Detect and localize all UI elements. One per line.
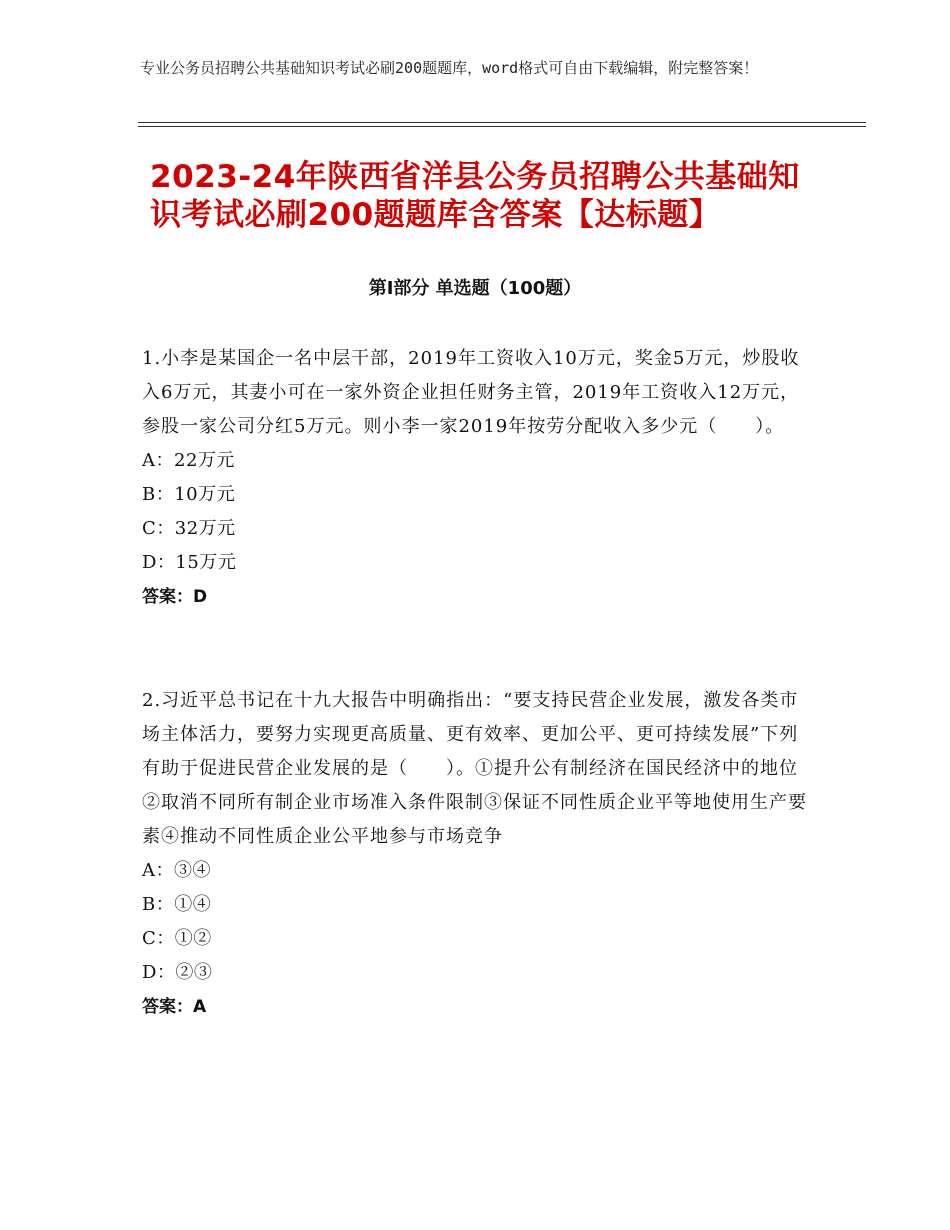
question-stem: 1.小李是某国企一名中层干部，2019年工资收入10万元，奖金5万元，炒股收入6万元，其妻小可在一家外资企业担任财务主管，2019年工资收入12万元，参股一家公司分红5万元。则小李一家2019年按劳分配收入多少元（ ）。	[142, 348, 800, 437]
header-divider-top	[138, 122, 866, 123]
option-b: B：①④	[142, 894, 212, 915]
option-c: C：①②	[142, 928, 212, 949]
header-divider-bottom	[138, 126, 866, 127]
question-item	[142, 684, 812, 1024]
option-b: B：10万元	[142, 484, 236, 505]
document-title: 2023-24年陕西省洋县公务员招聘公共基础知识考试必刷200题题库含答案【达标题】	[150, 159, 800, 233]
option-d: D：15万元	[142, 552, 237, 573]
question-stem: 2.习近平总书记在十九大报告中明确指出：“要支持民营企业发展，激发各类市场主体活力，要努力实现更高质量、更有效率、更加公平、更可持续发展”下列有助于促进民营企业发展的是（ ）。①提升公有制经济在国民经济中的地位②取消不同所有制企业市场准入条件限制③保证不同性质企业平等地使用生产要素④推动不同性质企业公平地参与市场竞争	[142, 690, 807, 847]
option-c: C：32万元	[142, 518, 236, 539]
header-note: 专业公务员招聘公共基础知识考试必刷200题题库，word格式可自由下载编辑，附完整答案！	[140, 59, 759, 77]
answer-label: 答案：D	[142, 587, 208, 607]
question-item	[142, 342, 812, 614]
answer-label: 答案：A	[142, 997, 207, 1017]
option-a: A：③④	[142, 860, 211, 881]
option-a: A：22万元	[142, 450, 235, 471]
section-title: 第Ⅰ部分 单选题（100题）	[368, 278, 582, 299]
option-d: D：②③	[142, 962, 213, 983]
